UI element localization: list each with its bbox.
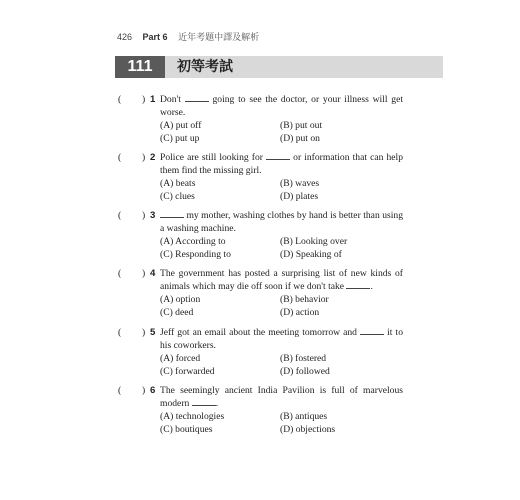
page-number: 426 (117, 32, 133, 42)
question-number: 6 (150, 385, 156, 396)
option-d: (D) put on (280, 133, 320, 144)
answer-blank (185, 93, 209, 102)
answer-blank (360, 326, 384, 335)
option-b: (B) behavior (280, 294, 329, 305)
question: ( ) 3 my mother, washing clothes by hand is better than using a washing machine. (A) According to (B) Looking over (C) Responding to (D) Speaking of (118, 210, 403, 260)
option-c: (C) boutiques (160, 424, 213, 435)
option-c: (C) clues (160, 191, 195, 202)
exam-title: 初等考試 (177, 59, 233, 75)
question: ( ) 4 The government has posted a surprising list of new kinds of animals which may die off soon if we don't take . (A) option (B) behavior (C) deed (D) action (118, 268, 403, 318)
question-stem: Jeff got an email about the meeting tomorrow and it to his coworkers. (160, 327, 403, 351)
question-stem: The government has posted a surprising list of new kinds of animals which may die off soon if we don't take . (160, 268, 403, 292)
option-a: (A) forced (160, 353, 201, 364)
section-title: 近年考題中譯及解析 (178, 32, 260, 42)
option-b: (B) Looking over (280, 236, 348, 247)
option-b: (B) waves (280, 178, 320, 189)
question-stem: my mother, washing clothes by hand is better than using a washing machine. (160, 210, 403, 234)
option-c: (C) forwarded (160, 366, 215, 377)
part-label: Part 6 (142, 32, 168, 42)
option-c: (C) put up (160, 133, 200, 144)
question-stem: The seemingly ancient India Pavilion is full of marvelous modern . (160, 385, 403, 409)
answer-blank (160, 209, 184, 218)
option-c: (C) deed (160, 307, 194, 318)
question: ( ) 1 Don't going to see the doctor, or your illness will get worse. (A) put off (B) put out (C) put up (D) put on (118, 94, 403, 144)
answer-options (160, 410, 403, 436)
answer-options (160, 119, 403, 145)
answer-options (160, 177, 403, 203)
question: ( ) 2 Police are still looking for or information that can help them find the missing girl. (A) beats (B) waves (C) clues (D) plates (118, 152, 403, 202)
option-b: (B) put out (280, 120, 323, 131)
exam-year: 111 (115, 56, 165, 78)
option-d: (D) plates (280, 191, 319, 202)
question-number: 4 (150, 268, 156, 279)
question-stem: Don't going to see the doctor, or your illness will get worse. (160, 94, 403, 118)
answer-options (160, 352, 403, 378)
answer-blank (266, 151, 290, 160)
option-b: (B) fostered (280, 353, 327, 364)
answer-blank (192, 397, 216, 406)
option-a: (A) According to (160, 236, 226, 247)
question: ( ) 6 The seemingly ancient India Pavilion is full of marvelous modern . (A) technologies (B) antiques (C) boutiques (D) objections (118, 385, 403, 435)
answer-options (160, 235, 403, 261)
question-stem: Police are still looking for or information that can help them find the missing girl. (160, 152, 403, 176)
question-number: 2 (150, 152, 156, 163)
option-c: (C) Responding to (160, 249, 231, 260)
option-a: (A) technologies (160, 411, 225, 422)
option-d: (D) Speaking of (280, 249, 342, 260)
option-a: (A) beats (160, 178, 196, 189)
option-a: (A) option (160, 294, 201, 305)
question-number: 5 (150, 327, 156, 338)
option-b: (B) antiques (280, 411, 328, 422)
option-d: (D) action (280, 307, 320, 318)
option-a: (A) put off (160, 120, 202, 131)
answer-options (160, 293, 403, 319)
question-number: 1 (150, 94, 156, 105)
answer-blank (346, 280, 370, 289)
exam-banner (115, 56, 443, 78)
option-d: (D) followed (280, 366, 330, 377)
question: ( ) 5 Jeff got an email about the meeting tomorrow and it to his coworkers. (A) forced (B) fostered (C) forwarded (D) followed (118, 327, 403, 377)
option-d: (D) objections (280, 424, 336, 435)
running-head (117, 30, 259, 43)
question-number: 3 (150, 210, 156, 221)
